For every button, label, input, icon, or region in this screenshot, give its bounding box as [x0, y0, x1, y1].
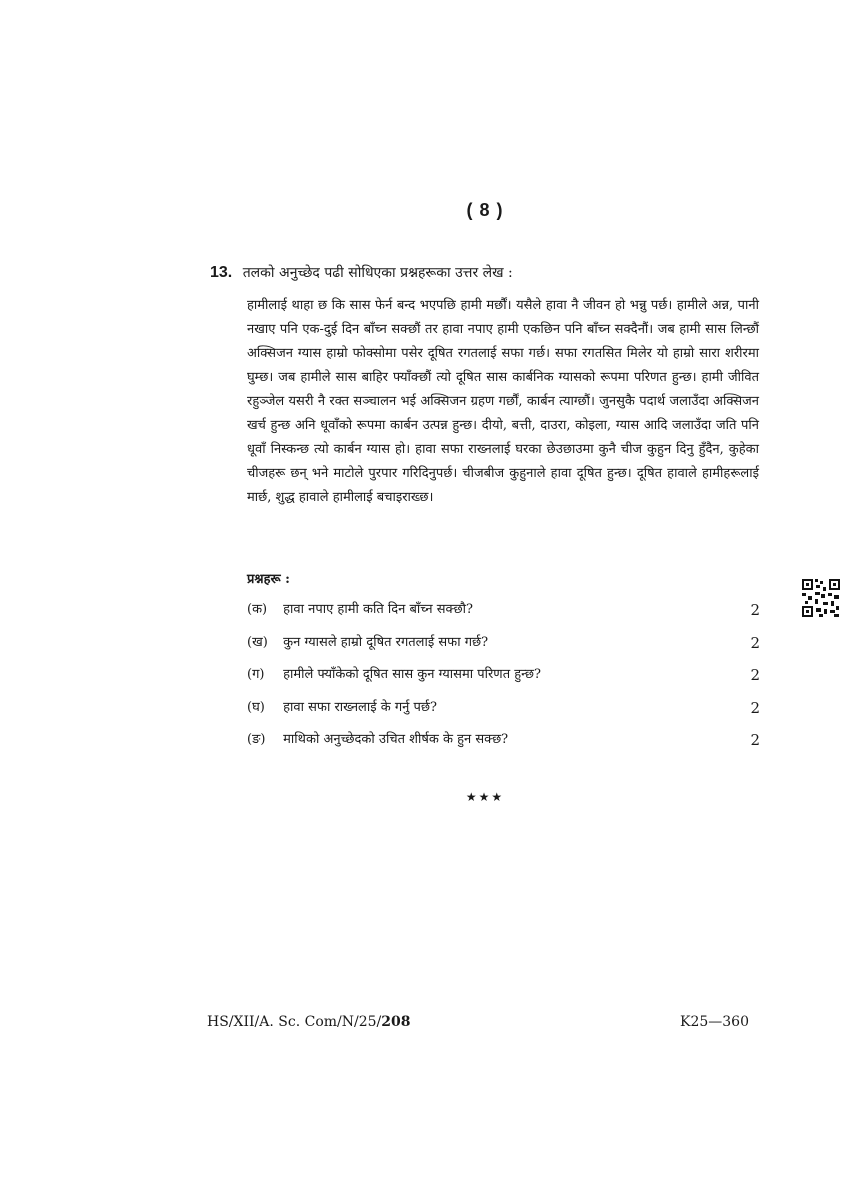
question-text: हावा नपाए हामी कति दिन बाँच्न सक्छौ? — [283, 602, 473, 617]
question-label: (ङ) — [247, 732, 266, 747]
question-item — [247, 663, 760, 696]
question-label: (क) — [247, 602, 268, 617]
question-text: माथिको अनुच्छेदको उचित शीर्षक के हुन सक्छ? — [283, 732, 509, 747]
question-label: (घ) — [247, 699, 265, 715]
question-list — [247, 598, 760, 761]
question-number: 13. — [210, 264, 233, 281]
qr-code-icon — [801, 578, 841, 618]
footer-set-code: K25—360 — [680, 1014, 749, 1030]
question-marks: 2 — [750, 666, 760, 684]
question-heading — [210, 263, 513, 282]
question-text: हावा सफा राख्नलाई के गर्नु पर्छ? — [283, 699, 437, 715]
question-label: (ख) — [247, 634, 268, 650]
question-item — [247, 728, 760, 761]
question-marks: 2 — [750, 633, 760, 652]
questions-heading: प्रश्नहरू : — [247, 572, 290, 587]
footer-code-number: 208 — [381, 1014, 411, 1030]
passage-text: हामीलाई थाहा छ कि सास फेर्न बन्द भएपछि हामी मर्छौं। यसैले हावा नै जीवन हो भन्नु पर्छ। हामीले अन्न, पानी नखाए पनि एक-दुई दिन बाँच्न सक्छौं तर हावा नपाए हामी एकछिन पनि बाँच्न सक्दैनौं। जब हामी सास लिन्छौं अक्सिजन ग्यास हाम्रो फोक्सोमा पसेर दूषित रगतलाई सफा गर्छ। सफा रगतसित मिलेर यो हाम्रो सारा शरीरमा घुम्छ। जब हामीले सास बाहिर फ्याँक्छौं त्यो दूषित सास कार्बनिक ग्यासको रूपमा परिणत हुन्छ। हामी जीवित रहुञ्जेल यसरी नै रक्त सञ्चालन भई अक्सिजन ग्रहण गर्छौं, कार्बन त्याग्छौं। जुनसुकै पदार्थ जलाउँदा अक्सिजन खर्च हुन्छ अनि धूवाँको रूपमा कार्बन उत्पन्न हुन्छ। दीयो, बत्ती, दाउरा, कोइला, ग्यास आदि जलाउँदा जति पनि धूवाँ निस्कन्छ त्यो कार्बन ग्यास हो। हावा सफा राख्नलाई घरका छेउछाउमा कुनै चीज कुहुन दिनु हुँदैन, कुहेका चीजहरू छन् भने माटोले पुरपार गरिदिनुपर्छ। चीजबीज कुहुनाले हावा दूषित हुन्छ। दूषित हावाले हामीहरूलाई मार्छ, शुद्ध हावाले हामीलाई बचाइराख्छ। — [247, 298, 759, 505]
page-number: ( 8 ) — [466, 200, 504, 220]
footer-paper-code — [207, 1014, 410, 1030]
question-marks: 2 — [750, 601, 760, 619]
question-text: हामीले फ्याँकेको दूषित सास कुन ग्यासमा परिणत हुन्छ? — [283, 667, 541, 682]
question-instruction: तलको अनुच्छेद पढी सोधिएका प्रश्नहरूका उत्तर लेख : — [242, 265, 513, 281]
question-item — [247, 598, 760, 631]
end-marker: ★★★ — [465, 790, 505, 804]
question-marks: 2 — [750, 698, 760, 717]
footer-code-prefix: HS/XII/A. Sc. Com/N/25/ — [207, 1014, 382, 1030]
question-text: कुन ग्यासले हाम्रो दूषित रगतलाई सफा गर्छ? — [283, 634, 489, 650]
question-marks: 2 — [750, 731, 760, 749]
question-item — [247, 631, 760, 664]
question-label: (ग) — [247, 667, 265, 682]
question-item — [247, 696, 760, 729]
